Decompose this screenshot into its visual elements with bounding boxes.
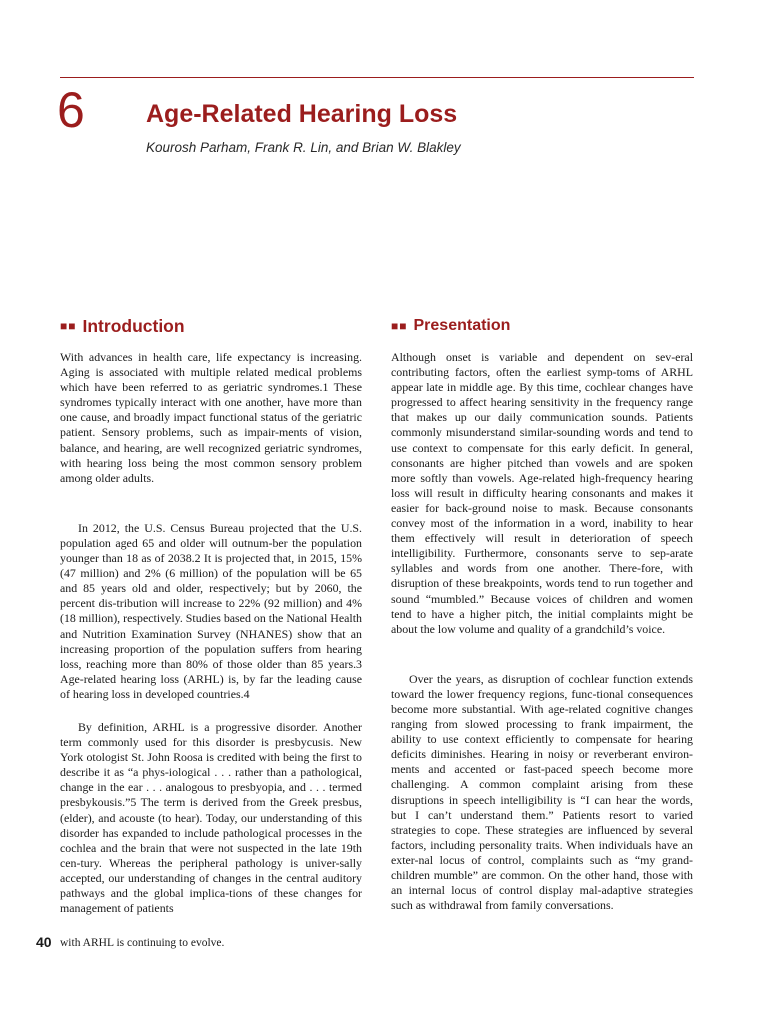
introduction-body [60,350,362,916]
presentation-heading [391,312,693,340]
page-number: 40 [36,934,52,950]
introduction-heading [60,312,362,340]
introduction-section [60,312,362,916]
presentation-section [391,312,693,913]
chapter-title: Age-Related Hearing Loss [146,100,458,128]
continued-text: with ARHL is continuing to evolve. [60,937,225,949]
section-marker-icon: ■■ [60,319,77,333]
chapter-number: 6 [57,82,85,138]
top-rule [60,77,694,78]
section-marker-icon: ■■ [391,319,408,333]
introduction-paragraph-1: With advances in health care, life expectancy is increasing. Aging is associated with multiple related medical problems which have been referred to as geriatric syndromes.1 These syndromes typically interact with one another, have more than one cause, and broadly impact functional status of the geriatric patient. Sensory problems, such as impair-ments of vision, balance, and hearing, are well recognized geriatric syndromes, with hearing loss being the most common sensory problem among older adults. [60,350,362,485]
presentation-paragraph-1: Although onset is variable and dependent on sev-eral contributing factors, often the earliest symp-toms of ARHL appear late in middle age. By this time, cochlear changes have progressed to affect hearing sensitivity in the frequency range that makes up our daily communication sounds. Patients commonly misunderstand similar-sounding words and tend to use context to compensate for this early deficit. In general, consonants are higher pitched than vowels and are spoken more softly than vowels. Age-related high-frequency hearing loss will result in difficulty hearing consonants and makes it easier for back-ground noise to mask. Because consonants convey most of the information in a word, inability to hear them effectively will result in deterioration of speech intelligibility. Furthermore, consonants serve to sep-arate syllables and words from one another. There-fore, with disruption of these breakpoints, words tend to run together and sound “mumbled.” Because voices of children and women tend to have a higher pitch, the initial complaints might be about the low volume and quality of a grandchild’s voice. [391,350,693,636]
introduction-paragraph-3: By definition, ARHL is a progressive disorder. Another term commonly used for this disorder is presbycusis. New York otologist St. John Roosa is credited with being the first to describe it as “a phys-iological . . . rather than a pathological, change in the ear . . . analogous to presbyopia, and . . . termed presbykousis.”5 The term is derived from the Greek presbus, (elder), and acouste (to hear). Today, our understanding of this disorder has expanded to include pathological processes in the cochlea and the brain that were not suspected in the late 19th cen-tury. Whereas the peripheral pathology is univer-sally accepted, our understanding of changes in the central auditory pathways and the global implica-tions of these changes for management of patients [60,719,362,916]
introduction-heading-text: Introduction [82,315,185,336]
presentation-paragraph-2: Over the years, as disruption of cochlear function extends toward the lower frequency regions, func-tional consequences become more substantial. With age-related cognitive changes ranging from slowed processing to frank impairment, the ability to use context efficiently to compensate for hearing deficits diminishes. Hearing in noisy or reverberant environ-ments and accented or fast-paced speech become more challenging. A common complaint arising from these disruptions in speech intelligibility is “I can hear the words, but I can’t understand them.” Patients resort to varied strategies to cope. These strategies are influenced by several factors, including personality traits. When individuals have an exter-nal locus of control, complaints such as “my grand-children mumble” are common. On the other hand, those with an internal locus of control display mal-adaptive strategies such as withdrawal from family conversations. [391,671,693,913]
introduction-paragraph-2: In 2012, the U.S. Census Bureau projected that the U.S. population aged 65 and older will outnum-ber the population younger than 18 as of 2038.2 It is projected that, in 2015, 15% (47 million) and 2% (6 million) of the population will be 65 and 85 years old and older, respectively; but by 2060, the percent dis-tribution will increase to 22% (92 million) and 4% (18 million), respectively. Studies based on the National Health and Nutrition Examination Survey (NHANES) show that an increasing proportion of the population suffers from hearing loss, reaching more than 80% of those older than 85 years.3 Age-related hearing loss (ARHL) is, by far the leading cause of hearing loss in developed countries.4 [60,520,362,701]
chapter-authors: Kourosh Parham, Frank R. Lin, and Brian W. Blakley [146,140,461,155]
presentation-heading-text: Presentation [413,317,511,334]
presentation-body [391,350,693,913]
